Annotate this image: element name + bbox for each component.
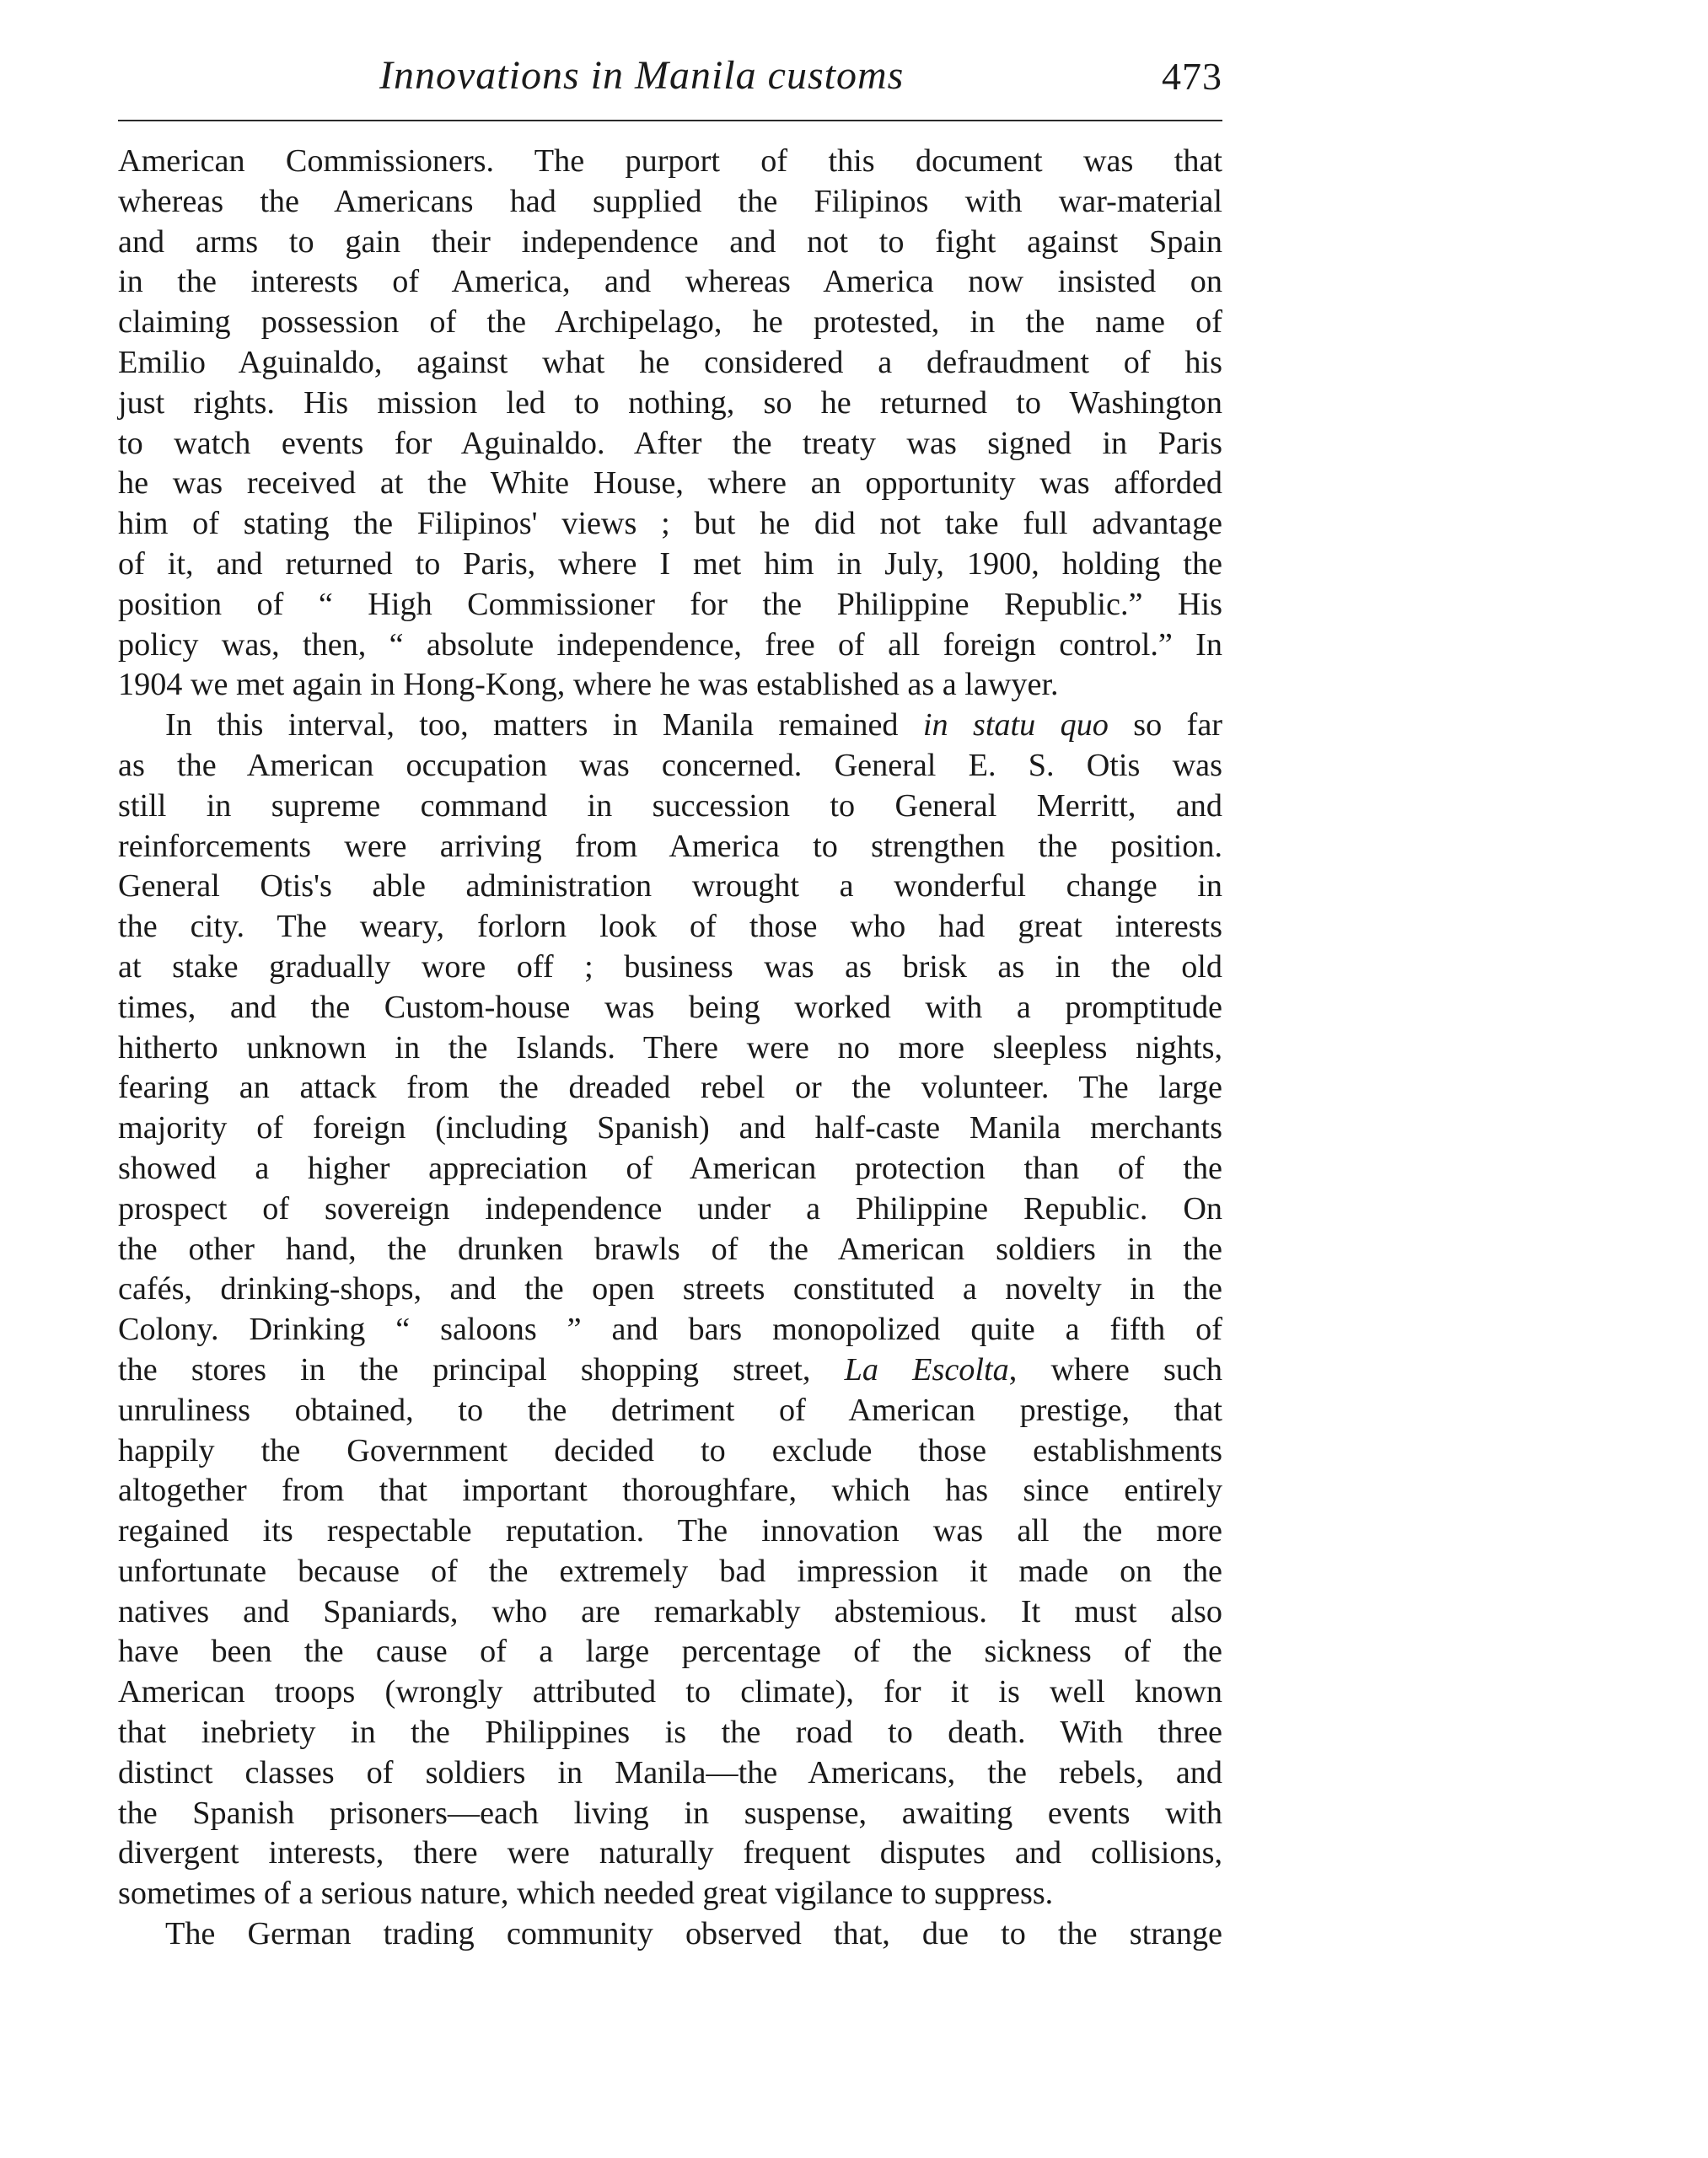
header-rule bbox=[118, 120, 1222, 121]
text-line bbox=[118, 464, 1222, 504]
text-run: unruliness obtained, to the detriment of American prestige, that bbox=[118, 1392, 1222, 1428]
text-line bbox=[118, 867, 1222, 907]
text-line bbox=[118, 424, 1222, 464]
text-line bbox=[118, 1632, 1222, 1672]
text-run: position of “ High Commissioner for the Philippine Republic.” His bbox=[118, 586, 1222, 622]
text-run: fearing an attack from the dreaded rebel or the volunteer. The large bbox=[118, 1070, 1222, 1106]
text-run: hitherto unknown in the Islands. There were no more sleepless nights, bbox=[118, 1029, 1222, 1066]
text-line bbox=[118, 1592, 1222, 1633]
text-run: the city. The weary, forlorn look of those who had great interests bbox=[118, 909, 1222, 945]
text-line bbox=[118, 947, 1222, 988]
text-line bbox=[118, 1149, 1222, 1189]
text-run: still in supreme command in succession to General Merritt, and bbox=[118, 787, 1222, 824]
text-line bbox=[118, 1833, 1222, 1874]
text-line bbox=[118, 1391, 1222, 1431]
text-line bbox=[118, 1189, 1222, 1230]
text-run: happily the Government decided to exclude those establishments bbox=[118, 1432, 1222, 1468]
text-line bbox=[118, 1068, 1222, 1109]
text-line bbox=[118, 504, 1222, 545]
text-run: times, and the Custom-house was being worked with a promptitude bbox=[118, 989, 1222, 1025]
text-run: American troops (wrongly attributed to climate), for it is well known bbox=[118, 1674, 1222, 1710]
text-line bbox=[118, 1672, 1222, 1713]
text-run: natives and Spaniards, who are remarkably abstemious. It must also bbox=[118, 1593, 1222, 1629]
page-number: 473 bbox=[1162, 55, 1222, 98]
text-run: prospect of sovereign independence under a Philippine Republic. On bbox=[118, 1190, 1222, 1227]
text-run: so far bbox=[1108, 707, 1222, 743]
running-title: Innovations in Manila customs bbox=[379, 53, 905, 98]
text-run: distinct classes of soldiers in Manila—the Americans, the rebels, and bbox=[118, 1754, 1222, 1790]
text-line bbox=[118, 625, 1222, 666]
text-run: majority of foreign (including Spanish) and half-caste Manila merchants bbox=[118, 1110, 1222, 1146]
text-line bbox=[118, 1109, 1222, 1149]
text-run: the Spanish prisoners—each living in suspense, awaiting events with bbox=[118, 1795, 1222, 1831]
text-line bbox=[118, 1552, 1222, 1592]
text-run: as the American occupation was concerned. General E. S. Otis was bbox=[118, 747, 1222, 783]
italic-text-run: La Escolta bbox=[844, 1351, 1009, 1388]
text-run: whereas the Americans had supplied the Filipinos with war-material bbox=[118, 183, 1222, 219]
text-line bbox=[118, 907, 1222, 947]
text-run: policy was, then, “ absolute independence, free of all foreign control.” In bbox=[118, 626, 1222, 663]
text-line bbox=[118, 1230, 1222, 1270]
text-line bbox=[118, 706, 1222, 746]
text-run: have been the cause of a large percentage of the sickness of the bbox=[118, 1634, 1222, 1670]
text-line bbox=[118, 1310, 1222, 1350]
text-run: regained its respectable reputation. The innovation was all the more bbox=[118, 1513, 1222, 1549]
text-run: at stake gradually wore off ; business was as brisk as in the old bbox=[118, 948, 1222, 985]
text-line bbox=[118, 1753, 1222, 1794]
text-run: showed a higher appreciation of American protection than of the bbox=[118, 1150, 1222, 1186]
text-line bbox=[118, 343, 1222, 384]
text-line bbox=[118, 545, 1222, 585]
text-line bbox=[118, 1431, 1222, 1472]
text-run: General Otis's able administration wrought a wonderful change in bbox=[118, 868, 1222, 905]
text-run: that inebriety in the Philippines is the road to death. With three bbox=[118, 1715, 1222, 1751]
text-run: altogether from that important thoroughfare, which has since entirely bbox=[118, 1473, 1222, 1509]
text-line bbox=[118, 1270, 1222, 1310]
text-run: reinforcements were arriving from America to strengthen the position. bbox=[118, 828, 1222, 864]
body-text bbox=[118, 142, 1222, 1955]
text-run: of it, and returned to Paris, where I met him in July, 1900, holding the bbox=[118, 545, 1222, 582]
text-run: unfortunate because of the extremely bad impression it made on the bbox=[118, 1553, 1222, 1589]
text-run: 1904 we met again in Hong-Kong, where he was established as a lawyer. bbox=[118, 667, 1059, 703]
text-run: in the interests of America, and whereas America now insisted on bbox=[118, 264, 1222, 300]
text-line bbox=[118, 1028, 1222, 1069]
text-line bbox=[118, 1511, 1222, 1552]
text-line bbox=[118, 1471, 1222, 1511]
text-run: the other hand, the drunken brawls of the American soldiers in the bbox=[118, 1231, 1222, 1267]
text-run: just rights. His mission led to nothing, so he returned to Washington bbox=[118, 384, 1222, 421]
text-run: In this interval, too, matters in Manila remained bbox=[165, 707, 923, 743]
text-line bbox=[118, 1874, 1222, 1914]
text-line bbox=[118, 746, 1222, 786]
text-run: American Commissioners. The purport of this document was that bbox=[118, 143, 1222, 179]
text-run: The German trading community observed that, due to the strange bbox=[165, 1916, 1222, 1952]
text-line bbox=[118, 1914, 1222, 1955]
text-run: him of stating the Filipinos' views ; but he did not take full advantage bbox=[118, 506, 1222, 542]
text-run: he was received at the White House, where an opportunity was afforded bbox=[118, 465, 1222, 502]
text-line bbox=[118, 585, 1222, 625]
text-line bbox=[118, 223, 1222, 263]
text-run: claiming possession of the Archipelago, he protested, in the name of bbox=[118, 304, 1222, 341]
text-run: the stores in the principal shopping street, bbox=[118, 1351, 845, 1388]
text-run: cafés, drinking-shops, and the open streets constituted a novelty in the bbox=[118, 1271, 1222, 1307]
text-line bbox=[118, 384, 1222, 424]
text-line bbox=[118, 182, 1222, 223]
text-line bbox=[118, 1350, 1222, 1391]
text-line bbox=[118, 665, 1222, 706]
text-run: , where such bbox=[1008, 1351, 1222, 1388]
text-line bbox=[118, 988, 1222, 1028]
text-run: divergent interests, there were naturally frequent disputes and collisions, bbox=[118, 1835, 1222, 1871]
text-line bbox=[118, 786, 1222, 827]
italic-text-run: in statu quo bbox=[922, 707, 1109, 743]
text-run: to watch events for Aguinaldo. After the treaty was signed in Paris bbox=[118, 425, 1222, 461]
page-header bbox=[118, 52, 1222, 111]
text-run: Colony. Drinking “ saloons ” and bars monopolized quite a fifth of bbox=[118, 1312, 1222, 1348]
text-run: sometimes of a serious nature, which needed great vigilance to suppress. bbox=[118, 1876, 1054, 1912]
text-line bbox=[118, 262, 1222, 303]
text-run: Emilio Aguinaldo, against what he considered a defraudment of his bbox=[118, 344, 1222, 380]
text-line bbox=[118, 303, 1222, 343]
text-line bbox=[118, 1713, 1222, 1753]
text-line bbox=[118, 142, 1222, 182]
text-run: and arms to gain their independence and not to fight against Spain bbox=[118, 223, 1222, 260]
text-line bbox=[118, 827, 1222, 867]
text-line bbox=[118, 1794, 1222, 1834]
